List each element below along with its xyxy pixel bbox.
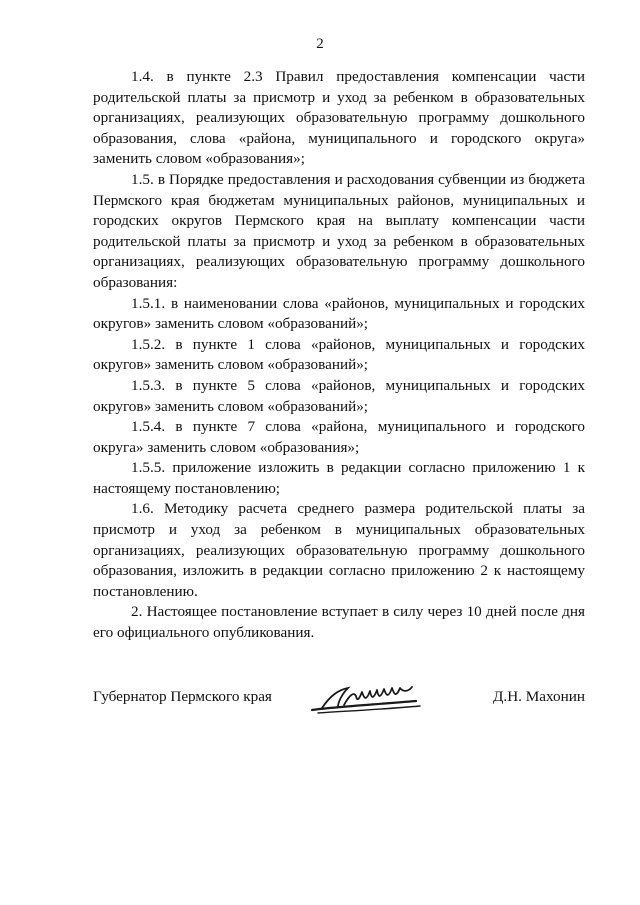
paragraph-1-5-3: 1.5.3. в пункте 5 слова «районов, муниципальных и городских округов» заменить словом «образований»; <box>93 376 585 415</box>
paragraph-1-5-4: 1.5.4. в пункте 7 слова «района, муниципального и городского округа» заменить словом «образования»; <box>93 418 585 456</box>
document-body <box>93 67 585 644</box>
paragraph-1-6: 1.6. Методику расчета среднего размера родительской платы за присмотр и уход за ребенком в муниципальных образовательных организациях, реализующих образовательную программу дошкольного образования, изложить в редакции согласно приложению 2 к настоящему постановлению. <box>93 500 585 600</box>
paragraph-1-5: 1.5. в Порядке предоставления и расходования субвенции из бюджета Пермского края бюджетам муниципальных районов, муниципальных и городских округов Пермского края на выплату компенсации части родительской платы за присмотр и уход за ребенком в образовательных организациях, реализующих образовательную программу дошкольного образования: <box>93 170 585 291</box>
paragraph-1-5-1: 1.5.1. в наименовании слова «районов, муниципальных и городских округов» заменить словом «образований»; <box>93 294 585 333</box>
signer-name: Д.Н. Махонин <box>493 688 585 705</box>
paragraph-1-4: 1.4. в пункте 2.3 Правил предоставления компенсации части родительской платы за присмотр и уход за ребенком в образовательных организациях, реализующих образовательную программу дошкольного образования, слова «района, муниципального и городского округа» заменить словом «образования»; <box>93 68 585 168</box>
paragraph-2: 2. Настоящее постановление вступает в силу через 10 дней после дня его официального опубликования. <box>93 603 585 642</box>
paragraph-1-5-5: 1.5.5. приложение изложить в редакции согласно приложению 1 к настоящему постановлению; <box>93 459 585 497</box>
paragraph-1-5-2: 1.5.2. в пункте 1 слова «районов, муниципальных и городских округов» заменить словом «образований»; <box>93 335 585 374</box>
signature-block <box>93 680 585 720</box>
signer-title: Губернатор Пермского края <box>93 688 272 705</box>
handwritten-signature <box>308 680 423 718</box>
page-number: 2 <box>316 36 324 52</box>
